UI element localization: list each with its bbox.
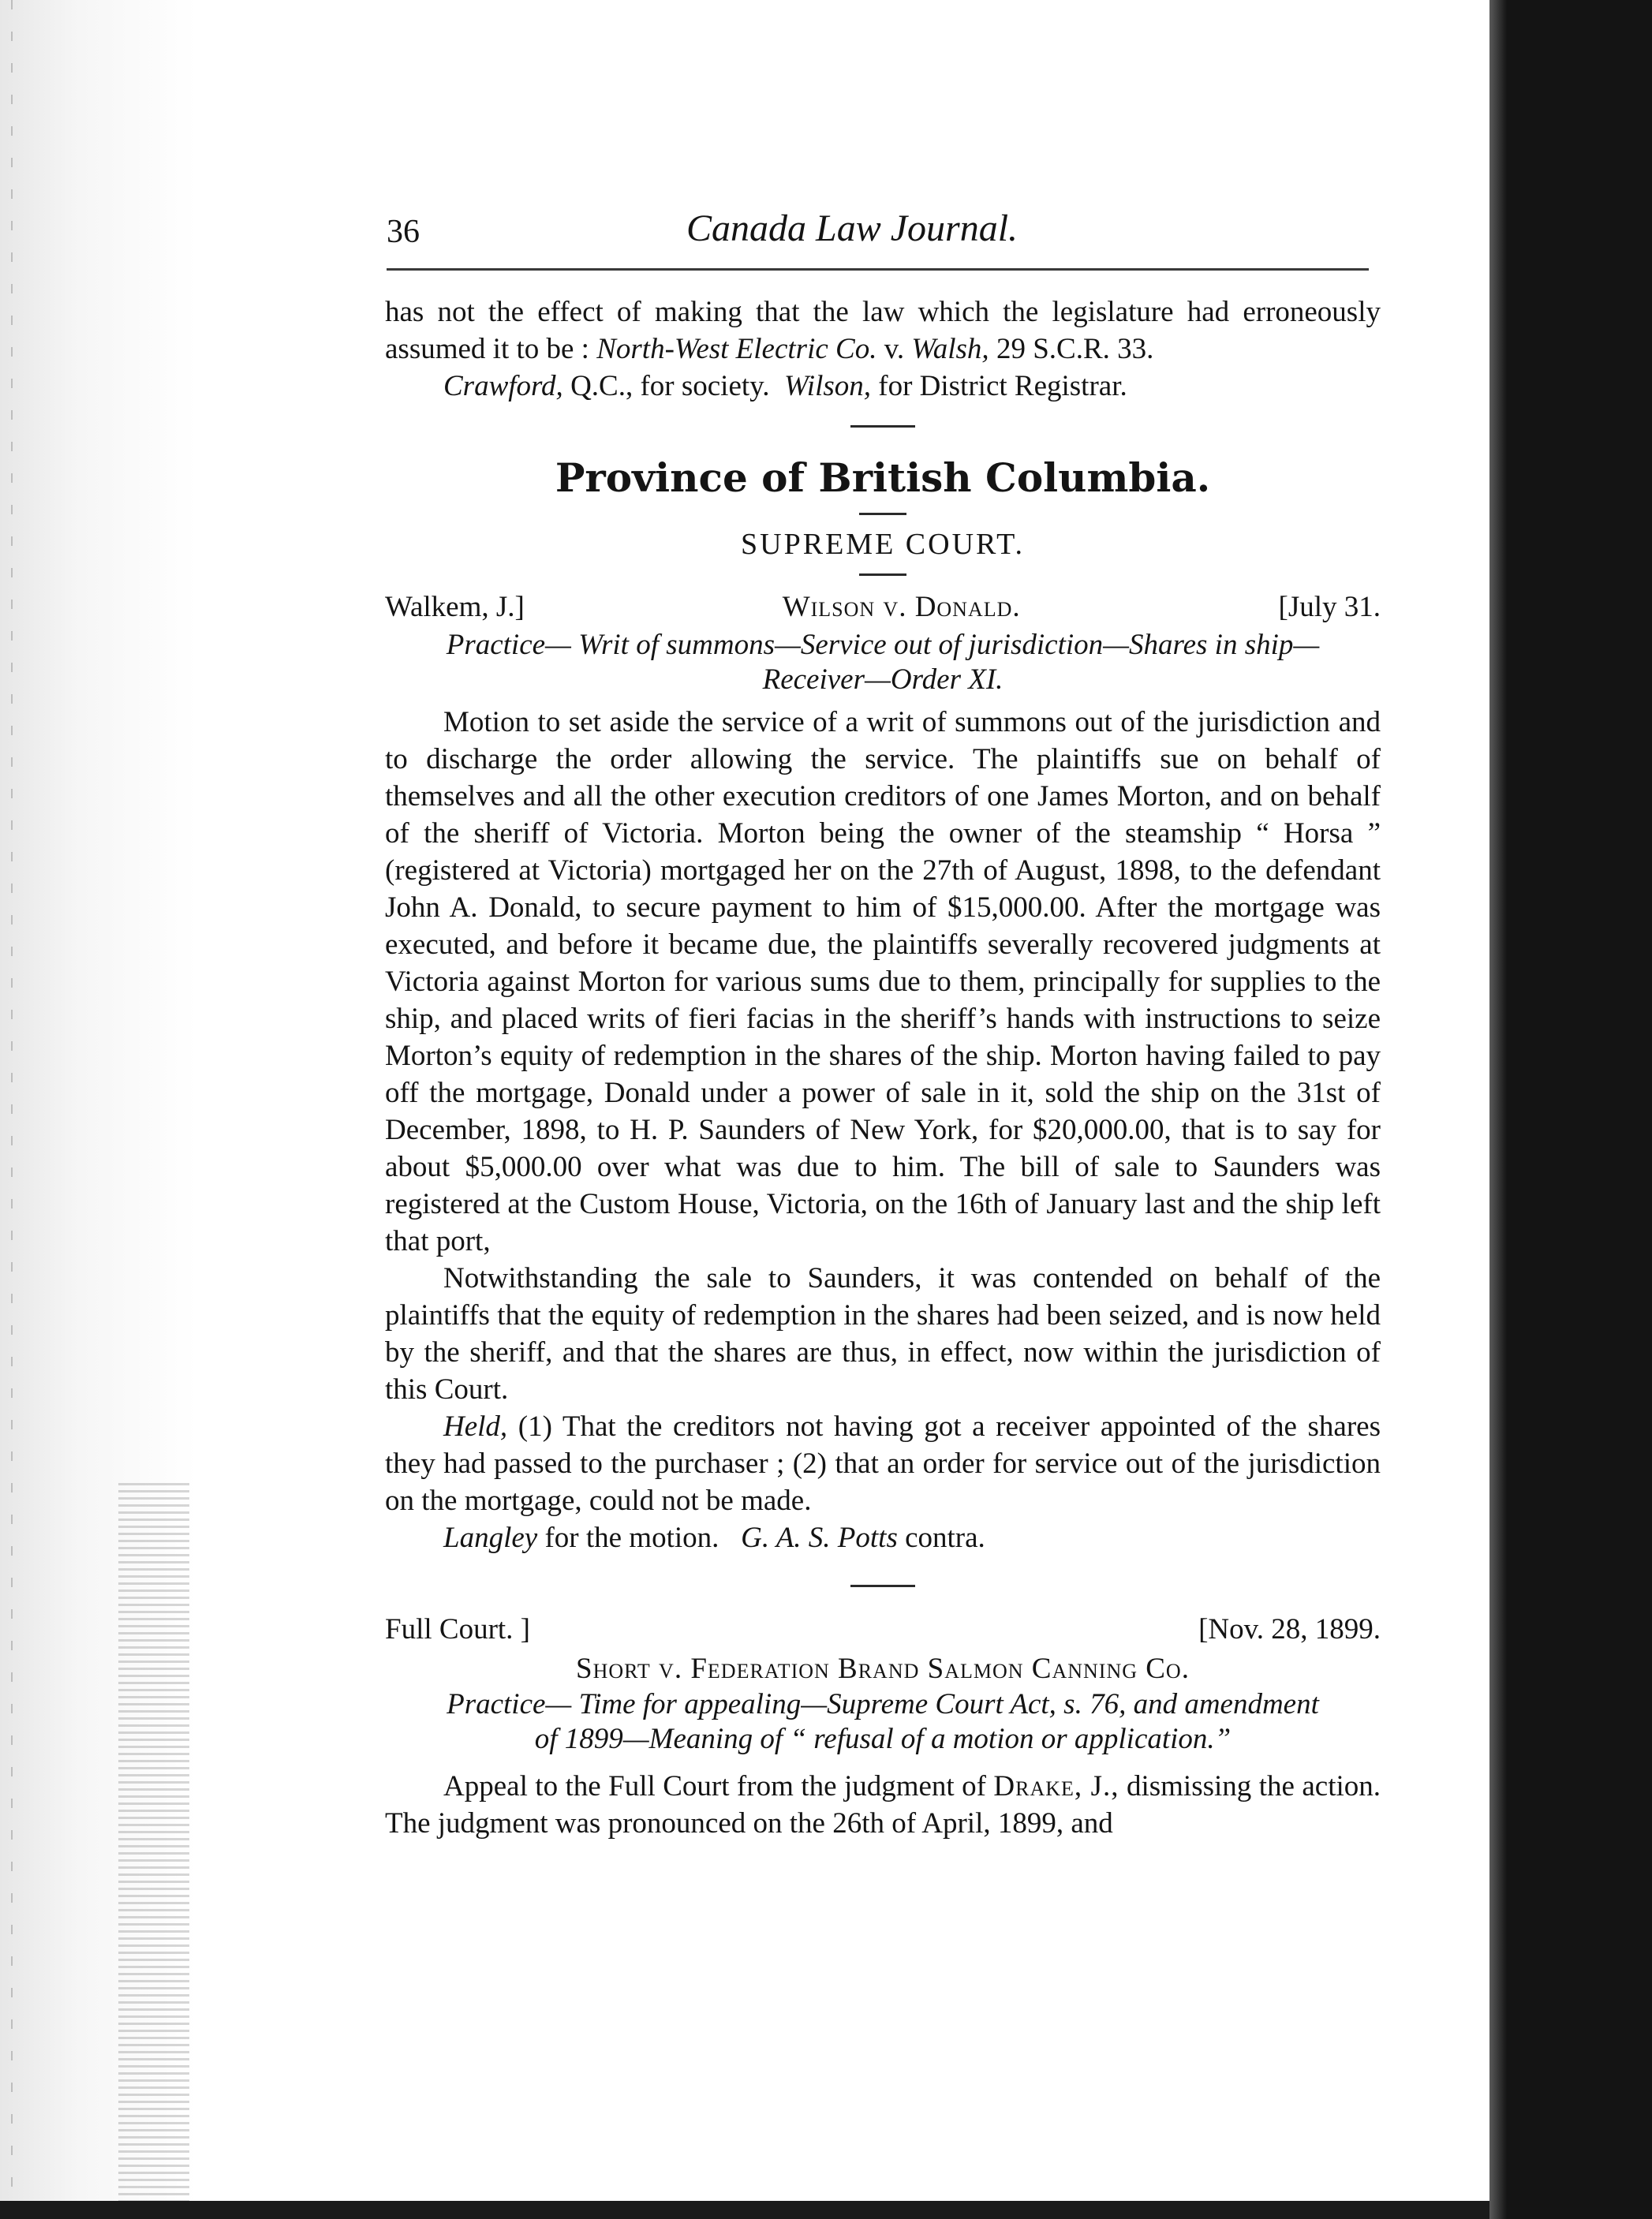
case2-court: Full Court. ] [385, 1613, 530, 1646]
scan-bottom-border [0, 2201, 1489, 2219]
case1-paragraph-2: Notwithstanding the sale to Saunders, it was contended on behalf of the plaintiffs that the equity of redemption in the shares had been seized, and is now held by the sheriff, and that the shares are thus, in effect, now within the jurisdiction of this Court. [385, 1262, 1381, 1406]
case2-headnote-line1: Practice— Time for appealing—Supreme Court Act, s. 76, and amendment [447, 1688, 1319, 1720]
case2-title: Short v. Federation Brand Salmon Canning Co. [576, 1653, 1190, 1685]
court-name: SUPREME COURT. [741, 528, 1025, 561]
case1-headnote-line1: Practice— Writ of summons—Service out of jurisdiction—Shares in ship— [446, 629, 1320, 661]
case1-counsel: Langley for the motion. G. A. S. Potts contra. [443, 1522, 985, 1554]
prev-case-counsel: Crawford, Q.C., for society. Wilson, for District Registrar. [443, 370, 1127, 402]
running-title: Canada Law Journal. [686, 207, 1018, 249]
case1-held: Held, (1) That the creditors not having got a receiver appointed of the shares they had passed to the purchaser ; (2) that an order for service out of the jurisdiction on the mortgage, could not be made. [385, 1410, 1381, 1517]
case2-heading [385, 1611, 1381, 1650]
scan-left-margin [0, 0, 197, 2219]
section-divider [850, 425, 915, 428]
section-title-divider [859, 513, 906, 515]
prev-case-conclusion: has not the effect of making that the law which the legislature had erroneously assumed it to be : North-West Electric Co. v. Walsh, 29 S.C.R. 33. [385, 296, 1381, 365]
cite-case-name: North-West Electric Co. [596, 333, 877, 365]
page-header [387, 207, 1373, 262]
case2-judge-name: Drake, J., [993, 1770, 1119, 1802]
case1-judge: Walkem, J.] [385, 591, 525, 623]
scan-right-border [1489, 0, 1652, 2219]
held-word: Held, [443, 1410, 508, 1443]
page-content [385, 293, 1381, 1842]
header-rule [387, 268, 1369, 271]
case1-headnote-line2: Receiver—Order XI. [762, 663, 1004, 696]
case1-paragraph-1: Motion to set aside the service of a writ of summons out of the jurisdiction and to discharge the order allowing the service. The plaintiffs sue on behalf of themselves and all the other execution creditors of one James Morton, and on behalf of the sheriff of Victoria. Morton being the owner of the steamship “ Horsa ” (registered at Victoria) mortgaged her on the 27th of August, 1898, to the defendant John A. Donald, to secure payment to him of $15,000.00. After the mortgage was executed, and before it became due, the plaintiffs severally recovered judgments at Victoria against Morton for various sums due to them, principally for supplies to the ship, and placed writs of fieri facias in the sheriff’s hands with instructions to seize Morton’s equity of redemption in the shares of the ship. Morton having failed to pay off the mortgage, Donald under a power of sale in it, sold the ship on the 31st of December, 1898, to H. P. Saunders of New York, for $20,000.00, that is to say for about $5,000.00 over what was due to him. The bill of sale to Saunders was registered at the Custom House, Victoria, on the 16th of January last and the ship left that port, [385, 706, 1381, 1257]
case2-paragraph-1: Appeal to the Full Court from the judgment of Drake, J., dismissing the action. The judgment was pronounced on the 26th of April, 1899, and [385, 1770, 1381, 1840]
case1-title: Wilson v. Donald. [782, 591, 1021, 623]
case1-heading [385, 588, 1381, 628]
case1-date: [July 31. [1278, 591, 1381, 623]
case2-date: [Nov. 28, 1899. [1198, 1613, 1381, 1646]
case2-headnote-line2: of 1899—Meaning of “ refusal of a motion or application.” [534, 1723, 1232, 1755]
section-title: Province of British Columbia. [555, 454, 1211, 501]
court-divider [859, 573, 906, 576]
page-number: 36 [387, 214, 420, 250]
case-divider [850, 1585, 915, 1587]
cite-party-name: Walsh, [911, 333, 989, 365]
